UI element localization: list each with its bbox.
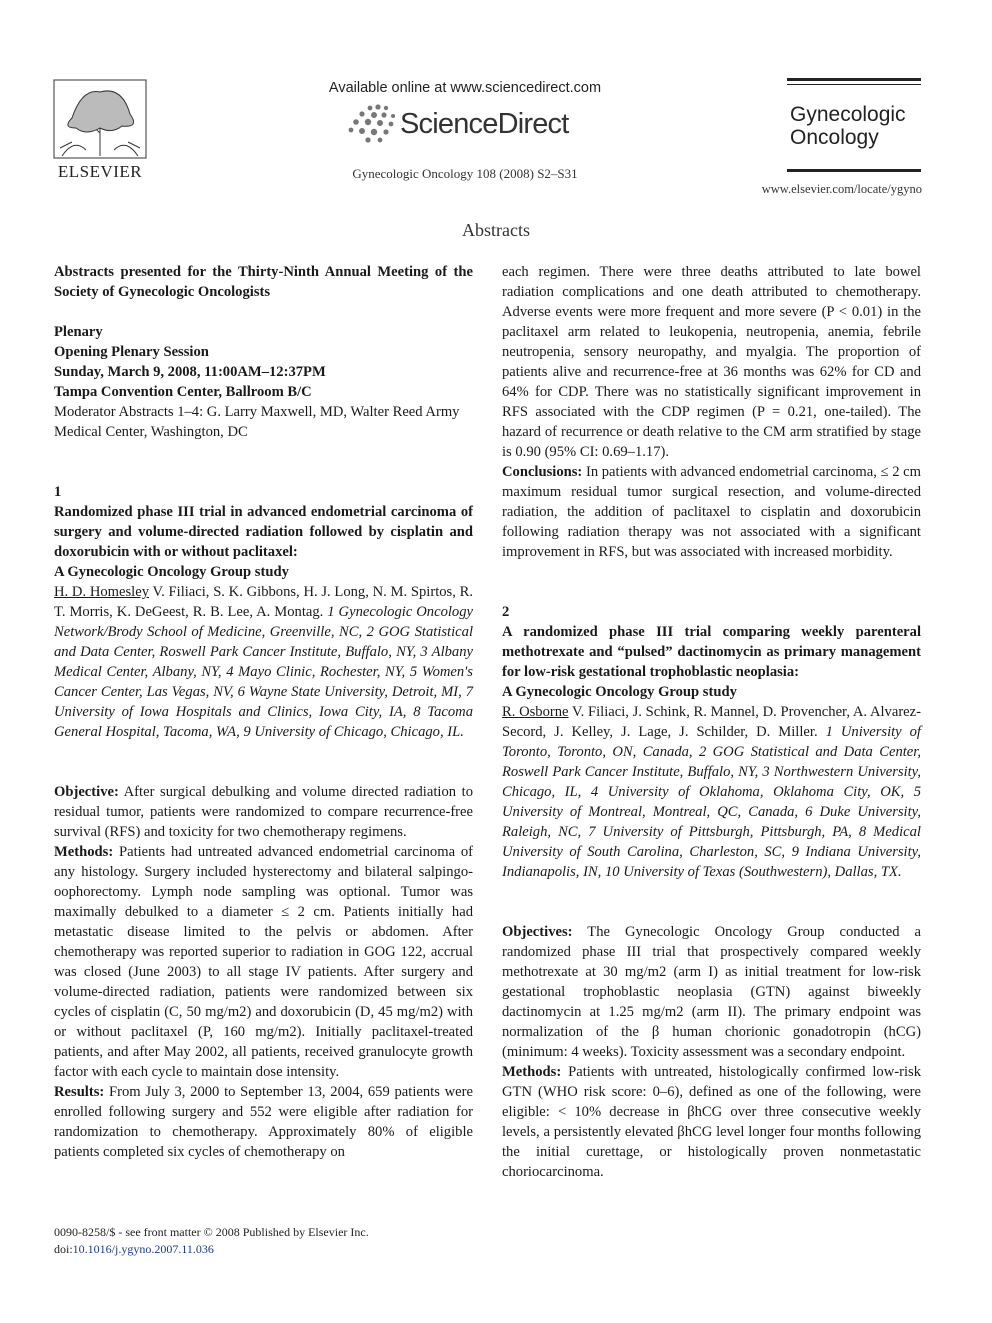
abstract-number: 1 <box>54 484 62 500</box>
abstract-1 <box>54 482 473 1162</box>
results-paragraph <box>54 1082 473 1162</box>
sciencedirect-logo <box>348 102 588 146</box>
objectives-text: The Gynecologic Oncology Group conducted a randomized phase III trial that prospectively compared weekly methotrexate at 30 mg/m2 (arm I) as initial treatment for low-risk gestational trophoblastic neoplasia (GTN) against biweekly dactinomycin at 1.25 mg/m2 (arm II). The primary endpoint was normalization of the β human chorionic gonadotropin (hCG) (minimum: 4 weeks). Toxicity assessment was a secondary endpoint. <box>502 924 922 1060</box>
page-footer <box>54 1224 484 1258</box>
abstract-number: 2 <box>502 604 510 620</box>
copyright-line: 0090-8258/$ - see front matter © 2008 Published by Elsevier Inc. <box>54 1225 369 1239</box>
author-list: V. Filiaci, J. Schink, R. Mannel, D. Provencher, A. Alvarez-Secord, J. Kelley, J. Lage, J. Schilder, D. Miller. <box>502 704 922 740</box>
methods-paragraph <box>54 842 473 1082</box>
journal-title-line2: Oncology <box>790 126 879 149</box>
session-moderator: Moderator Abstracts 1–4: G. Larry Maxwell, MD, Walter Reed Army Medical Center, Washington, DC <box>54 404 460 440</box>
journal-title <box>790 103 921 149</box>
presenting-author: R. Osborne <box>502 704 569 720</box>
publisher-name: ELSEVIER <box>57 162 143 181</box>
sciencedirect-dots-icon <box>348 102 398 146</box>
right-column <box>502 262 921 1182</box>
presenting-author: H. D. Homesley <box>54 584 150 600</box>
conclusions-paragraph <box>502 462 921 562</box>
abstract-2 <box>502 602 921 1182</box>
sciencedirect-wordmark: ScienceDirect <box>400 108 569 140</box>
section-heading: Abstracts <box>462 220 530 240</box>
methods-label: Methods: <box>54 844 114 860</box>
abstract-subtitle: A Gynecologic Oncology Group study <box>54 564 289 580</box>
journal-logo-rule-top-thin <box>787 84 921 85</box>
journal-citation: Gynecologic Oncology 108 (2008) S2–S31 <box>352 166 578 181</box>
doi-line <box>54 1241 484 1258</box>
abstract-1-continued: each regimen. There were three deaths attributed to late bowel radiation complications and one death attributed to chemotherapy. Adverse events were more frequent and more severe (P < 0.01) in the paclitaxel arm related to leukopenia, neutropenia, anemia, febrile neutropenia, sensory neuropathy, and myalgia. The proportion of patients alive and recurrence-free at 36 months was 62% for CD and 64% for CDP. There was no statistically significant improvement in RFS associated with the CDP regimen (P = 0.21, one-tailed). The hazard of recurrence or death relative to the CM arm stratified by stage is 0.90 (95% CI: 0.69–1.17). <box>502 264 921 460</box>
abstract-authors <box>502 702 921 882</box>
conclusions-text: In patients with advanced endometrial carcinoma, ≤ 2 cm maximum residual tumor surgical resection, and volume-directed radiation, the addition of paclitaxel to cisplatin and doxorubicin following radiation therapy was not associated with a significant improvement in RFS, but was associated with increased morbidity. <box>502 464 921 560</box>
objective-paragraph <box>54 782 473 842</box>
objective-text: After surgical debulking and volume directed radiation to residual tumor, patients were randomized to compare recurrence-free survival (RFS) and toxicity for two chemotherapy regimens. <box>54 784 473 840</box>
author-affiliations: 1 Gynecologic Oncology Network/Brody School of Medicine, Greenville, NC, 2 GOG Statistical and Data Center, Roswell Park Cancer Institute, Buffalo, NY, 3 Albany Medical Center, Albany, NY, 4 Mayo Clinic, Rochester, NY, 5 Women's Cancer Center, Las Vegas, NV, 6 Wayne State University, Detroit, MI, 7 University of Iowa Hospitals and Clinics, Iowa City, IA, 8 Tacoma General Hospital, Tacoma, WA, 9 University of Chicago, Chicago, IL. <box>54 604 473 740</box>
journal-logo <box>787 78 921 149</box>
methods-text: Patients with untreated, histologically confirmed low-risk GTN (WHO risk score: 0–6), defined as one of the following, were eligible: < 10% decrease in βhCG over three consecutive weekly levels, a persistently elevated βhCG level longer four months following the initial curettage, or histologically proven nonmetastatic choriocarcinoma. <box>502 1064 921 1180</box>
author-list: V. Filiaci, S. K. Gibbons, H. J. Long, N. M. Spirtos, R. T. Morris, K. DeGeest, R. B. Lee, A. Montag. <box>54 584 473 620</box>
journal-url-link[interactable]: www.elsevier.com/locate/ygyno <box>761 182 922 196</box>
abstract-title: Randomized phase III trial in advanced endometrial carcinoma of surgery and volume-directed radiation followed by cisplatin and doxorubicin with or without paclitaxel: <box>54 504 473 560</box>
abstract-title: A randomized phase III trial comparing weekly parenteral methotrexate and “pulsed” dactinomycin as primary management for low-risk gestational trophoblastic neoplasia: <box>502 624 921 680</box>
objectives-paragraph <box>502 922 921 1062</box>
objectives-label: Objectives: <box>502 924 573 940</box>
abstract-authors <box>54 582 473 742</box>
doi-link[interactable]: 10.1016/j.ygyno.2007.11.036 <box>72 1242 214 1256</box>
meeting-title: Abstracts presented for the Thirty-Ninth Annual Meeting of the Society of Gynecologic Oncologists <box>54 264 473 300</box>
results-text: From July 3, 2000 to September 13, 2004, 659 patients were enrolled following surgery and 552 were eligible after radiation for randomization to chemotherapy. Approximately 80% of eligible patients completed six cycles of chemotherapy on <box>54 1084 473 1160</box>
session-date: Sunday, March 9, 2008, 11:00AM–12:37PM <box>54 364 326 380</box>
left-column <box>54 262 473 1162</box>
available-online-text: Available online at www.sciencedirect.com <box>328 80 602 96</box>
author-affiliations: 1 University of Toronto, Toronto, ON, Canada, 2 GOG Statistical and Data Center, Roswell Park Cancer Institute, Buffalo, NY, 3 Northwestern University, Chicago, IL, 4 University of Oklahoma, Oklahoma City, OK, 5 University of Montreal, Montreal, QC, Canada, 6 Duke University, Raleigh, NC, 7 University of Pittsburgh, Pittsburgh, PA, 8 Medical University of South Carolina, Charleston, SC, 9 Indiana University, Indianapolis, IN, 10 University of Texas (Southwestern), Dallas, TX. <box>502 724 921 880</box>
conclusions-label: Conclusions: <box>502 464 583 480</box>
elsevier-tree-icon <box>52 78 148 160</box>
session-name: Opening Plenary Session <box>54 344 209 360</box>
results-label: Results: <box>54 1084 105 1100</box>
methods-paragraph <box>502 1062 921 1182</box>
journal-title-line1: Gynecologic <box>790 103 906 126</box>
journal-logo-rule-bottom <box>787 169 921 172</box>
methods-label: Methods: <box>502 1064 562 1080</box>
abstract-subtitle: A Gynecologic Oncology Group study <box>502 684 737 700</box>
objective-label: Objective: <box>54 784 119 800</box>
session-venue: Tampa Convention Center, Ballroom B/C <box>54 384 312 400</box>
session-plenary: Plenary <box>54 324 103 340</box>
elsevier-logo <box>52 78 148 182</box>
methods-text: Patients had untreated advanced endometrial carcinoma of any histology. Surgery included hysterectomy and bilateral salpingo-oophorectomy. Lymph node sampling was optional. Tumor was maximally debulked to a diameter ≤ 2 cm. Patients initially had metastatic disease limited to the pelvis or abdomen. After chemotherapy was reported superior to radiation in GOG 122, accrual was closed (June 2003) to all stage IV patients. After surgery and volume-directed radiation, patients were randomized between six cycles of cisplatin (C, 50 mg/m2) and doxorubicin (D, 45 mg/m2) with or without paclitaxel (P, 160 mg/m2). Initially paclitaxel-treated patients, and after May 2002, all patients, received granulocyte growth factor with each cycle to maintain dose intensity. <box>54 844 474 1080</box>
doi-prefix: doi: <box>54 1242 73 1256</box>
journal-logo-rule-top <box>787 78 921 81</box>
